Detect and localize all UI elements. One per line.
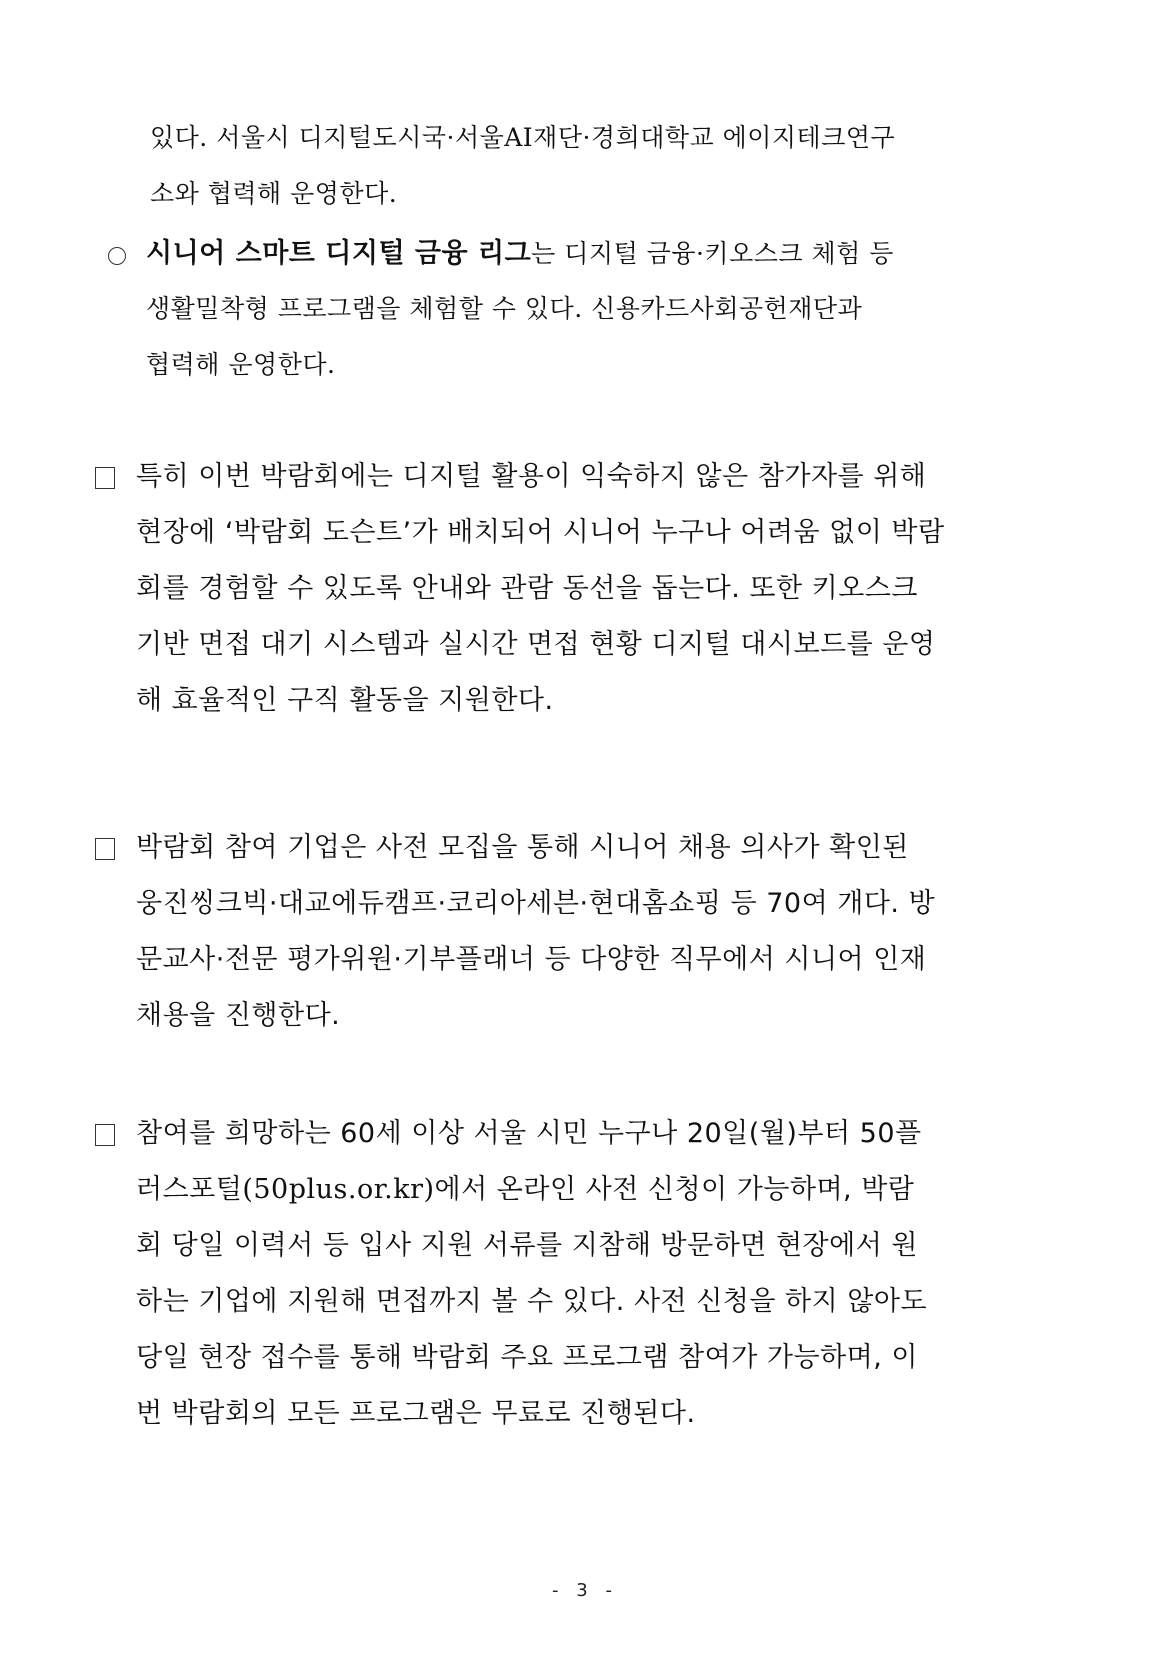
sub-bullet-rest: 는 디지털 금융·키오스크 체험 등 (531, 239, 894, 268)
square-bullet-icon (95, 1124, 115, 1146)
section-3-line-2 (136, 1170, 914, 1210)
section-2-line-2: 웅진씽크빅·대교에듀캠프·코리아세븐·현대홈쇼핑 등 70여 개다. 방 (136, 888, 936, 919)
section-1-line-4: 기반 면접 대기 시스템과 실시간 면접 현황 디지털 대시보드를 운영 (136, 629, 936, 660)
section-1-line-5: 해 효율적인 구직 활동을 지원한다. (136, 685, 554, 716)
square-bullet-icon (95, 467, 115, 489)
section-3-line-2-after-url: 에서 온라인 사전 신청이 가능하며, 박람 (434, 1174, 915, 1205)
section-2-line-4: 채용을 진행한다. (136, 1000, 341, 1031)
section-3-line-3: 회 당일 이력서 등 입사 지원 서류를 지참해 방문하면 현장에서 원 (136, 1230, 918, 1261)
sub-bullet-bold-lead: 시니어 스마트 디지털 금융 리그 (146, 238, 532, 269)
section-3-line-2-before-url: 러스포털 (136, 1174, 243, 1205)
circle-bullet-icon (108, 247, 126, 265)
section-2-line-1: 박람회 참여 기업은 사전 모집을 통해 시니어 채용 의사가 확인된 (136, 832, 909, 863)
sub-bullet-line-2: 생활밀착형 프로그램을 체험할 수 있다. 신용카드사회공헌재단과 (146, 294, 863, 323)
continuation-line-1: 있다. 서울시 디지털도시국·서울AI재단·경희대학교 에이지테크연구 (150, 123, 896, 152)
portal-url-link: (50plus.or.kr) (242, 1174, 435, 1205)
section-3-line-4: 하는 기업에 지원해 면접까지 볼 수 있다. 사전 신청을 하지 않아도 (136, 1286, 928, 1317)
section-1-line-2: 현장에 ‘박람회 도슨트’가 배치되어 시니어 누구나 어려움 없이 박람 (136, 517, 945, 548)
section-1-line-3: 회를 경험할 수 있도록 안내와 관람 동선을 돕는다. 또한 키오스크 (136, 573, 918, 604)
continuation-line-2: 소와 협력해 운영한다. (150, 179, 398, 208)
section-3-line-1: 참여를 희망하는 60세 이상 서울 시민 누구나 20일(월)부터 50플 (136, 1118, 922, 1149)
section-3-line-6: 번 박람회의 모든 프로그램은 무료로 진행된다. (136, 1398, 696, 1429)
sub-bullet-line-1 (146, 233, 894, 274)
sub-bullet-line-3: 협력해 운영한다. (146, 350, 336, 379)
section-3-line-5: 당일 현장 접수를 통해 박람회 주요 프로그램 참여가 가능하며, 이 (136, 1342, 918, 1373)
square-bullet-icon (95, 838, 115, 860)
page-number: - 3 - (552, 1580, 618, 1601)
section-1-line-1: 특히 이번 박람회에는 디지털 활용이 익숙하지 않은 참가자를 위해 (136, 461, 927, 492)
section-2-line-3: 문교사·전문 평가위원·기부플래너 등 다양한 직무에서 시니어 인재 (136, 944, 927, 975)
